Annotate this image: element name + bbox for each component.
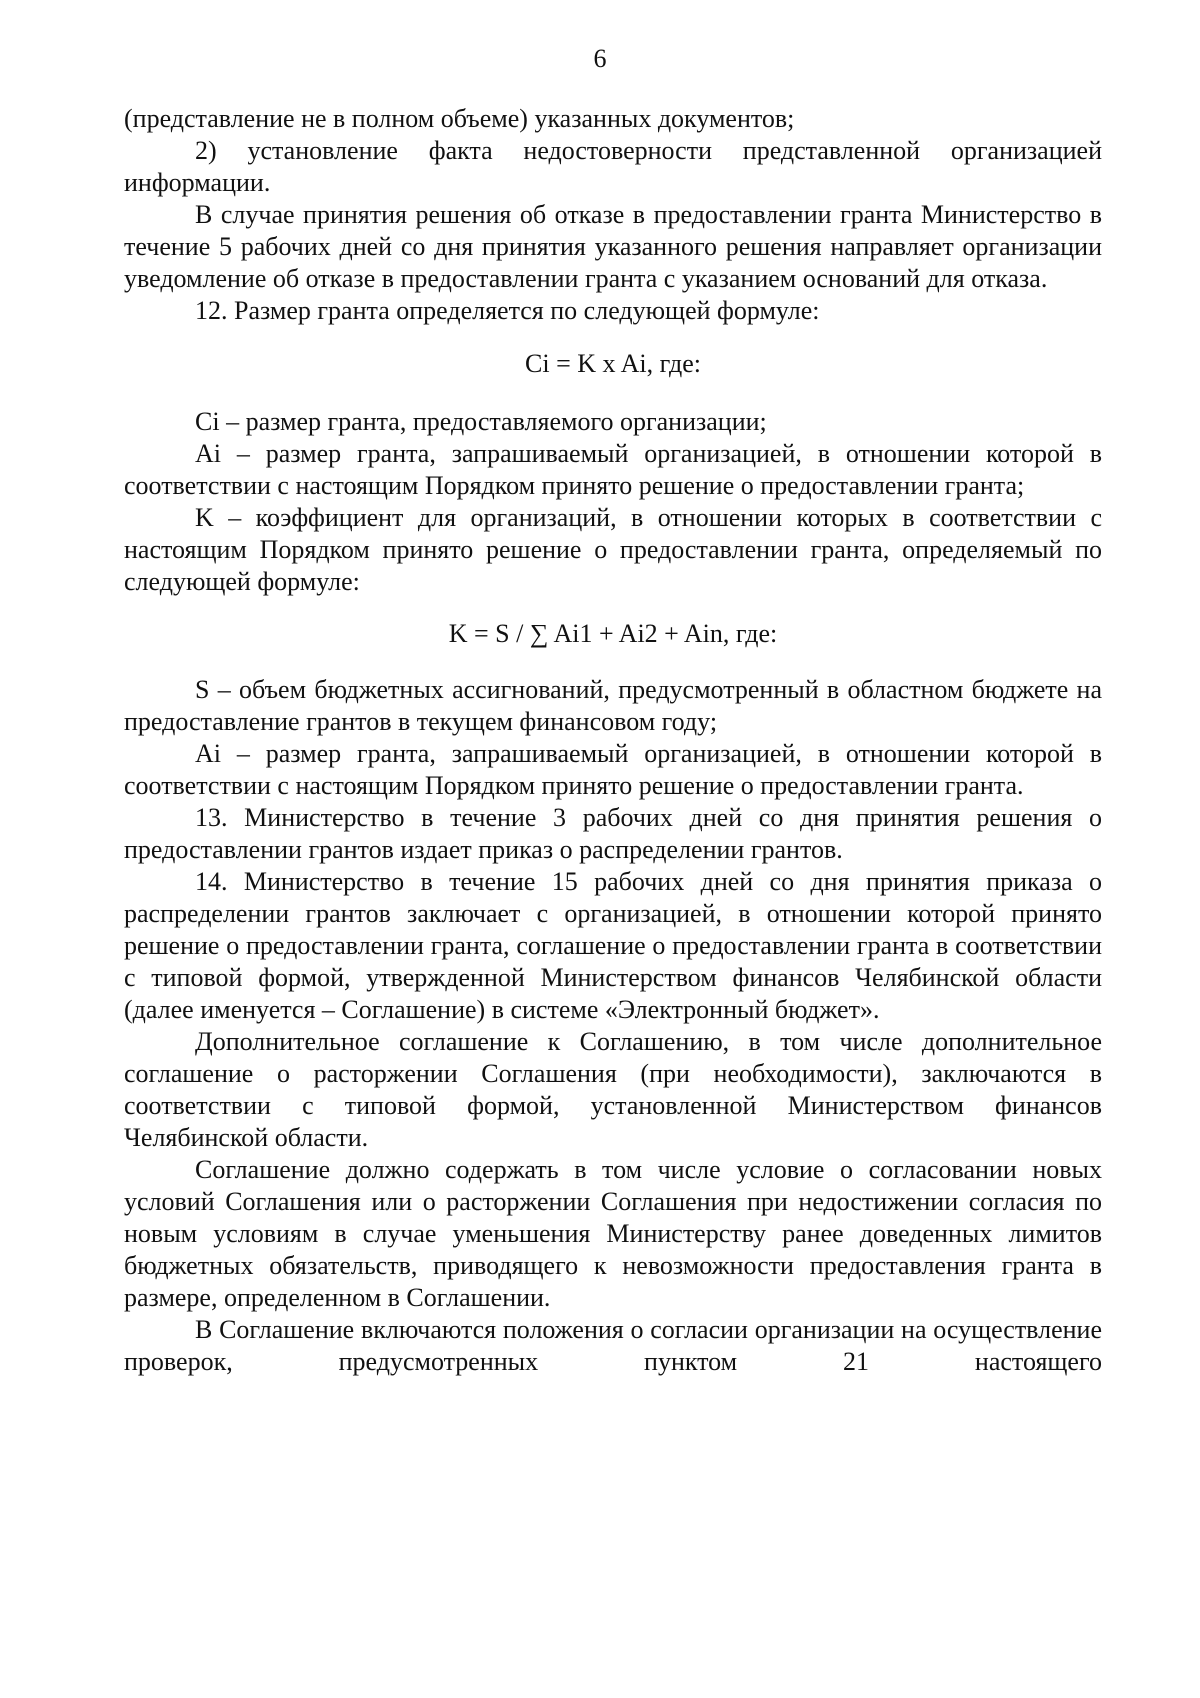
paragraph-13: 13. Министерство в течение 3 рабочих дней со дня принятия решения о предоставлении грантов издает приказ о распределении грантов.: [124, 803, 1102, 864]
paragraph-12-grant-size: 12. Размер гранта определяется по следующей формуле:: [195, 296, 820, 325]
paragraph-agreement-conditions: Соглашение должно содержать в том числе условие о согласовании новых условий Соглашения или о расторжении Соглашения при недостижении согласия по новым условиям в случае уменьшения Министерству ранее доведенных лимитов бюджетных обязательств, приводящего к невозможности предоставления гранта в размере, определенном в Соглашении.: [124, 1155, 1102, 1312]
paragraph-additional-agreement: Дополнительное соглашение к Соглашению, в том числе дополнительное соглашение о расторжении Соглашения (при необходимости), заключаются в соответствии с типовой формой, установленной Министерством финансов Челябинской области.: [124, 1027, 1102, 1152]
formula-coefficient: K = S / ∑ Ai1 + Ai2 + Ain, где:: [448, 619, 778, 648]
paragraph-item-2: 2) установление факта недостоверности представленной организацией информации.: [124, 136, 1102, 197]
definition-ai: Ai – размер гранта, запрашиваемый организацией, в отношении которой в соответствии с настоящим Порядком принято решение о предоставлении гранта;: [124, 439, 1102, 500]
definition-ai-2: Ai – размер гранта, запрашиваемый организацией, в отношении которой в соответствии с настоящим Порядком принято решение о предоставлении гранта.: [124, 739, 1102, 800]
definition-ci: Ci – размер гранта, предоставляемого организации;: [195, 407, 767, 436]
paragraph-refusal-notice: В случае принятия решения об отказе в предоставлении гранта Министерство в течение 5 рабочих дней со дня принятия указанного решения направляет организации уведомление об отказе в предоставлении гранта с указанием оснований для отказа.: [124, 200, 1102, 293]
document-body: [124, 103, 1102, 1378]
page-number: 6: [593, 44, 607, 73]
formula-grant-size: Ci = K x Ai, где:: [525, 349, 701, 378]
definition-s: S – объем бюджетных ассигнований, предусмотренный в областном бюджете на предоставление грантов в текущем финансовом году;: [124, 675, 1102, 736]
paragraph-14: 14. Министерство в течение 15 рабочих дней со дня принятия приказа о распределении грантов заключает с организацией, в отношении которой принято решение о предоставлении гранта, соглашение о предоставлении гранта в соответствии с типовой формой, утвержденной Министерством финансов Челябинской области (далее именуется – Соглашение) в системе «Электронный бюджет».: [124, 867, 1102, 1024]
definition-k: K – коэффициент для организаций, в отношении которых в соответствии с настоящим Порядком принято решение о предоставлении гранта, определяемый по следующей формуле:: [124, 503, 1102, 596]
paragraph-continuation: (представление не в полном объеме) указанных документов;: [124, 104, 795, 133]
paragraph-agreement-provisions: В Соглашение включаются положения о согласии организации на осуществление проверок, предусмотренных пунктом 21 настоящего: [124, 1315, 1102, 1376]
